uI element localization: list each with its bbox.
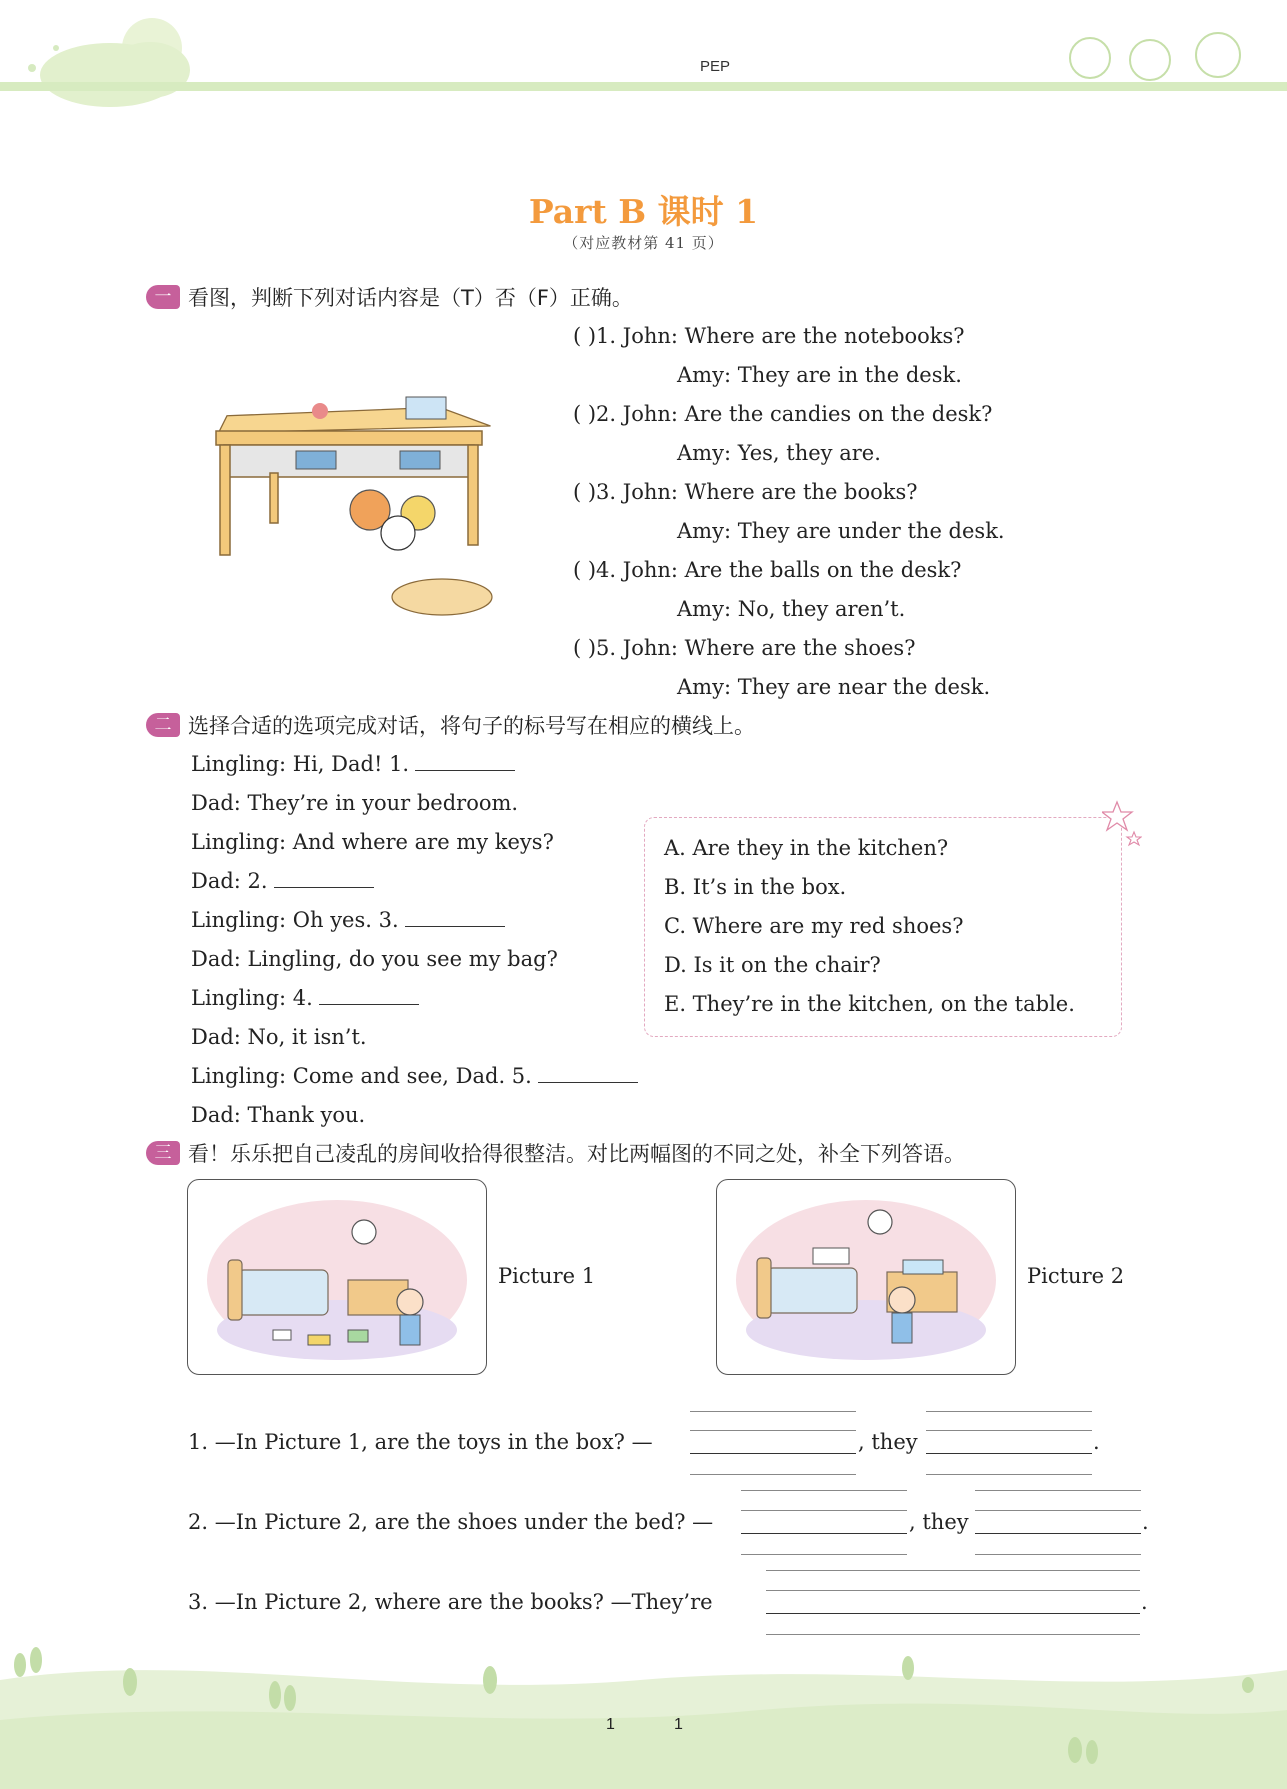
writing-guide <box>690 1474 856 1475</box>
header-decoration <box>0 0 1287 120</box>
s3-q2-end: . <box>1142 1510 1149 1534</box>
picture2-frame <box>716 1179 1016 1375</box>
s1-a1: Amy: They are in the desk. <box>677 363 962 387</box>
option-b: B. It’s in the box. <box>664 875 847 899</box>
messy-room-illustration <box>188 1180 486 1374</box>
page-subtitle: （对应教材第 41 页） <box>563 234 724 252</box>
page-number-left: 1 <box>606 1716 615 1733</box>
page-number-right: 1 <box>674 1716 683 1733</box>
s2-line1: Lingling: Hi, Dad! 1. <box>191 752 515 776</box>
answer-blank[interactable] <box>405 908 505 927</box>
writing-guide <box>926 1411 1092 1412</box>
s1-a4: Amy: No, they aren’t. <box>677 597 906 621</box>
s2-line10: Dad: Thank you. <box>191 1103 366 1127</box>
section3-instruction: 看！乐乐把自己凌乱的房间收拾得很整洁。对比两幅图的不同之处，补全下列答语。 <box>188 1142 965 1166</box>
s3-q3-end: . <box>1141 1590 1148 1614</box>
s1-q4: ( )4. John: Are the balls on the desk? <box>573 558 962 582</box>
s2-line7: Lingling: 4. <box>191 986 419 1010</box>
writing-guide <box>975 1554 1141 1555</box>
answer-line[interactable] <box>975 1533 1141 1534</box>
writing-guide <box>766 1634 1140 1635</box>
picture2-label: Picture 2 <box>1027 1264 1125 1288</box>
s1-q3: ( )3. John: Where are the books? <box>573 480 918 504</box>
s1-a3: Amy: They are under the desk. <box>677 519 1005 543</box>
star-icon <box>1102 800 1142 850</box>
writing-guide <box>741 1490 907 1491</box>
answer-blank[interactable] <box>319 986 419 1005</box>
answer-blank[interactable] <box>538 1064 638 1083</box>
section2-badge: 二 <box>146 713 180 737</box>
s1-q1: ( )1. John: Where are the notebooks? <box>573 324 965 348</box>
s2-line4: Dad: 2. <box>191 869 374 893</box>
answer-line[interactable] <box>766 1613 1140 1614</box>
writing-guide <box>926 1430 1092 1431</box>
section1-heading <box>146 282 633 312</box>
tidy-room-illustration <box>717 1180 1015 1374</box>
s2-line5: Lingling: Oh yes. 3. <box>191 908 505 932</box>
section2-heading <box>146 710 755 740</box>
writing-guide <box>926 1474 1092 1475</box>
desk-illustration <box>210 375 510 635</box>
section3-heading <box>146 1138 965 1168</box>
option-a: A. Are they in the kitchen? <box>664 836 949 860</box>
section3-badge: 三 <box>146 1141 180 1165</box>
s1-a5: Amy: They are near the desk. <box>677 675 991 699</box>
animal-faces-icon <box>1070 33 1240 80</box>
page-title: Part B 课时 1 <box>528 192 759 231</box>
s1-a2: Amy: Yes, they are. <box>677 441 881 465</box>
s2-line6: Dad: Lingling, do you see my bag? <box>191 947 558 971</box>
answer-blank[interactable] <box>415 752 515 771</box>
answer-line[interactable] <box>926 1453 1092 1454</box>
option-c: C. Where are my red shoes? <box>664 914 964 938</box>
writing-guide <box>741 1554 907 1555</box>
picture1-frame <box>187 1179 487 1375</box>
writing-guide <box>766 1570 1140 1571</box>
s3-q1-end: . <box>1093 1430 1100 1454</box>
writing-guide <box>975 1510 1141 1511</box>
option-e: E. They’re in the kitchen, on the table. <box>664 992 1075 1016</box>
writing-guide <box>690 1430 856 1431</box>
s2-line3: Lingling: And where are my keys? <box>191 830 554 854</box>
s2-line8: Dad: No, it isn’t. <box>191 1025 367 1049</box>
footer-landscape <box>0 1640 1287 1789</box>
section1-instruction: 看图，判断下列对话内容是（T）否（F）正确。 <box>188 286 633 310</box>
section1-badge: 一 <box>146 285 180 309</box>
s3-q2-mid: , they <box>909 1510 969 1534</box>
s3-q3: 3. —In Picture 2, where are the books? —They’re <box>188 1590 713 1614</box>
sun-cloud-icon <box>28 18 190 107</box>
s2-line9: Lingling: Come and see, Dad. 5. <box>191 1064 638 1088</box>
s3-q2: 2. —In Picture 2, are the shoes under the bed? — <box>188 1510 714 1534</box>
answer-blank[interactable] <box>274 869 374 888</box>
header-bar <box>0 82 1287 91</box>
option-d: D. Is it on the chair? <box>664 953 881 977</box>
s3-q1: 1. —In Picture 1, are the toys in the box? — <box>188 1430 653 1454</box>
section2-instruction: 选择合适的选项完成对话，将句子的标号写在相应的横线上。 <box>188 714 755 738</box>
s1-q5: ( )5. John: Where are the shoes? <box>573 636 916 660</box>
answer-line[interactable] <box>741 1533 907 1534</box>
writing-guide <box>690 1411 856 1412</box>
header-label: PEP <box>700 58 731 75</box>
picture1-label: Picture 1 <box>498 1264 596 1288</box>
writing-guide <box>975 1490 1141 1491</box>
s3-q1-mid: , they <box>858 1430 918 1454</box>
s1-q2: ( )2. John: Are the candies on the desk? <box>573 402 993 426</box>
writing-guide <box>766 1590 1140 1591</box>
writing-guide <box>741 1510 907 1511</box>
s2-line2: Dad: They’re in your bedroom. <box>191 791 519 815</box>
answer-line[interactable] <box>690 1453 856 1454</box>
